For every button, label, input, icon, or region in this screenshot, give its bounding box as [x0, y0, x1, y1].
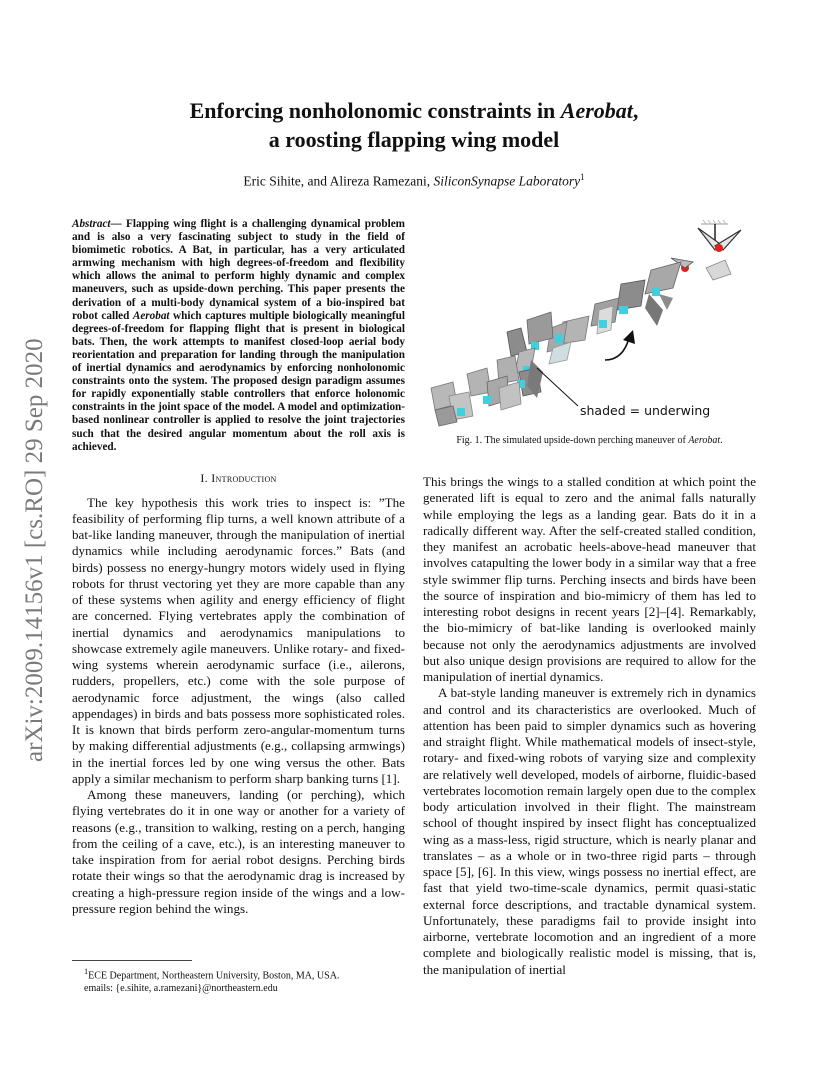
bat-pose-sequence — [431, 262, 681, 426]
intro-paragraph-1: The key hypothesis this work tries to inspect is: ”The feasibility of performing flip turns, a well known attribute of a bat-like landing maneuver, through the manipulation of inertial dynamics while including aerodynamic forces.” Bats (and birds) possess no energy-hungry motors widely used in flying robots for thrust vectoring yet they are more capable than any of these systems when agility and energy efficiency of flight are concerned. Flying vertebrates apply the combination of inertial dynamics and aerodynamics manipulations to showcase extremely agile maneuvers. Unlike rotary- and fixed-wing systems wherein aerodynamic surface (i.e., ailerons, rudders, propellers, etc.) come with the sole purpose of aerodynamic force adjustment, the wings (also called appendages) in birds and bats possess more sophisticated roles. It is known that birds perform zero-angular-momentum turns by making differential adjustments (e.g., collapsing armwings) in the inertial forces led by one wing versus the other. Bats apply a similar mechanism to perform sharp banking turns [1]. — [72, 494, 405, 786]
arxiv-identifier — [12, 284, 52, 764]
intro-paragraph-2: Among these maneuvers, landing (or perching), which flying vertebrates do it in one way or another for a variety of reasons (e.g., transition to walking, resting on a perch, hanging from the ceiling of a cave, etc.), is an interesting maneuver to take inspiration from for aerial robot designs. Perching birds rotate their wings so that the aerodynamic drag is increased by creating a high-pressure region inside of the wings and a low-pressure region behind the wings. — [72, 787, 405, 916]
abstract-italic-name: Aerobat — [132, 309, 170, 322]
author-lab: SiliconSynapse Laboratory — [433, 173, 581, 189]
title-italic-name: Aerobat — [560, 98, 633, 123]
intro-paragraph-4: A bat-style landing maneuver is extremely rich in dynamics and control and its characteristics are overlooked. Much of attention has been paid to simpler dynamics such as hovering and straight flight. While mathematical models of insect-style, rotary- and fixed-wing robots of varying size and complexity are relatively well developed, models of airborne, fluidic-based vertebrates locomotion remain largely open due to the complex body articulation involved in their flight. The mainstream school of thought inspired by insect flight has conceptualized wing as a mass-less, rigid structure, which is nearly planar and translates – as a whole or in two-three rigid parts – through space [5], [6]. In this view, wings possess no inertial effect, are fast that yield two-time-scale dynamics, permit quasi-static external force descriptions, and tractable dynamical system. Unfortunately, these paradigms fail to provide insight into airborne, vertebrate locomotion and an ingredient of a more complete and biologically realistic model is missing, that is, the manipulation of inertial — [423, 685, 756, 977]
figure-caption — [423, 435, 756, 446]
caption-suffix: . — [720, 435, 723, 446]
figure-label-shaded: shaded = underwing — [580, 403, 711, 418]
arxiv-identifier-text: arXiv:2009.14156v1 [cs.RO] 29 Sep 2020 — [21, 338, 48, 762]
title-line2: a roosting flapping wing model — [268, 127, 560, 152]
section-name: Introduction — [211, 470, 277, 485]
perching-maneuver-illustration — [423, 210, 756, 440]
figure-perching-maneuver — [423, 210, 756, 440]
abstract-dash: — — [110, 218, 122, 230]
title-line1-suffix: , — [632, 98, 639, 123]
rotation-arrow-icon — [605, 330, 635, 360]
section-heading-introduction — [72, 471, 405, 486]
footnote — [72, 966, 405, 995]
ceiling-perch-icon — [701, 220, 728, 224]
caption-italic: Aerobat — [688, 435, 721, 446]
left-column — [72, 218, 405, 917]
bat-pose-hanging — [671, 224, 741, 280]
section-numeral: I. — [200, 470, 212, 485]
right-column — [423, 474, 756, 978]
title-line1-prefix: Enforcing nonholonomic constraints in — [189, 98, 561, 123]
label-pointer-line — [537, 368, 578, 406]
abstract-text-continued: which captures multiple biologically meaningful degrees-of-freedom for flapping flight that is present in biological bats. Then, the work attempts to manifest closed-loop aerial body reorientation and preparation for landing through the manipulation of inertial dynamics and aerodynamics by enforcing nonholonomic constraints onto the system. The proposed design paradigm assumes for rapidly exponentially stable controllers that enforce holonomic constraints in the joint space of the model. A model and optimization-based nonlinear controller is applied to resolve the joint trajectories such that the desired angular momentum about the roll axis is achieved. — [72, 309, 405, 453]
paper-title — [80, 96, 748, 154]
footnote-affiliation: ECE Department, Northeastern University, Boston, MA, USA. — [88, 970, 340, 982]
abstract-lead: Abstract — [72, 218, 111, 230]
author-footnote-mark: 1 — [580, 172, 585, 182]
abstract-text: Flapping wing flight is a challenging dynamical problem and is also a very fascinating subject to study in the field of biomimetic robotics. A Bat, in particular, has a very articulated armwing mechanism with high degrees-of-freedom and flexibility which allows the animal to perform highly dynamic and complex maneuvers, such as upside-down perching. This paper presents the derivation of a multi-body dynamical system of a bio-inspired bat robot called — [72, 218, 405, 322]
abstract — [72, 218, 405, 454]
footnote-emails: emails: {e.sihite, a.ramezani}@northeastern.edu — [84, 982, 278, 994]
author-line — [80, 172, 748, 190]
footnote-mark: 1 — [84, 967, 89, 976]
caption-prefix: Fig. 1. The simulated upside-down perching maneuver of — [456, 435, 689, 446]
footnote-rule — [72, 960, 192, 961]
intro-paragraph-3: This brings the wings to a stalled condition at which point the generated lift is equal to zero and the animal falls naturally while employing the legs as a landing gear. Bats do it in a radically different way. After the self-created stalled condition, they manifest an acrobatic heels-above-head maneuver that involves catapulting the lower body in a similar way that a free style swimmer flip turns. Perching insects and birds have been the source of inspiration and bio-mimicry of them has led to interesting robot designs in recent years [2]–[4]. Remarkably, the bio-mimicry of bat-like landing is overlooked mainly because not only the aerodynamics adjustments are involved but also unique design provisions are required to allow for the manipulation of inertial dynamics. — [423, 474, 756, 684]
author-names: Eric Sihite, and Alireza Ramezani, — [243, 173, 434, 189]
